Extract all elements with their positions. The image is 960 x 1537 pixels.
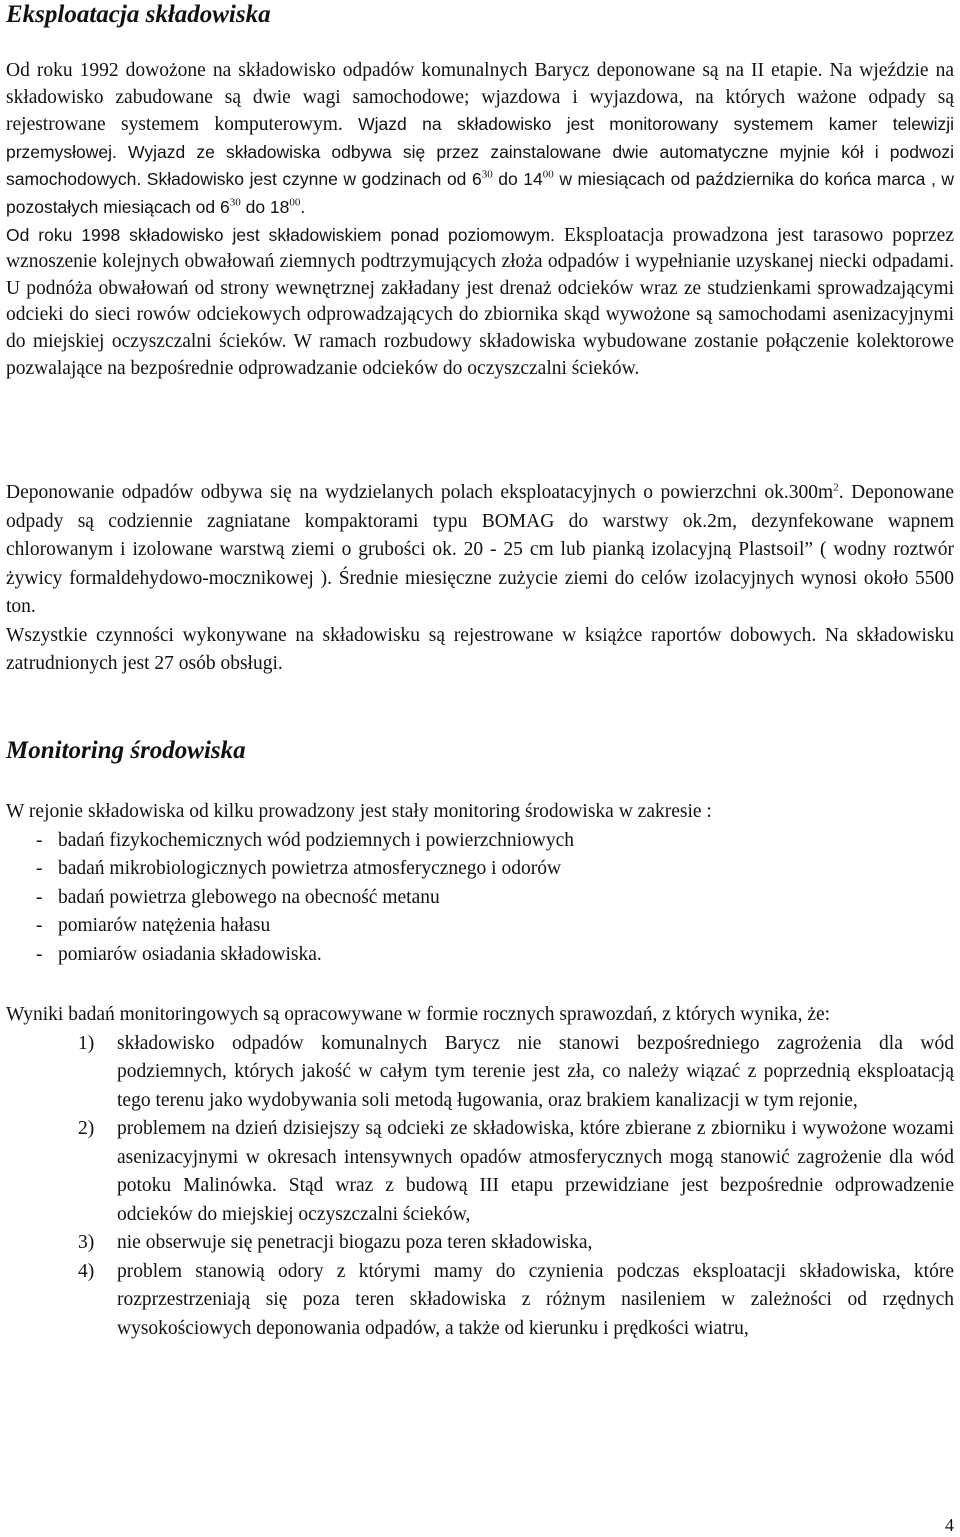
text-span: U podnóża obwałowań od strony wewnętrznej zakładany jest drenaż odcieków wraz ze studzienkami sprowadzającymi odcieki do sieci rowów odciekowych odprowadzających do zbiornika skąd wywożone są samochodami asenizacyjnymi do miejskiej oczyszczalni ścieków. W ramach rozbudowy składowiska wybudowane zostanie połączenie kolektorowe pozwalające na bezpośrednie odprowadzanie odcieków do oczyszczalni ścieków. — [6, 277, 954, 379]
item-number: 4) — [78, 1260, 95, 1282]
text-span-sans: do 14 — [492, 169, 543, 190]
list-item-text: badań powietrza glebowego na obecność metanu — [58, 886, 440, 908]
superscript: 00 — [289, 196, 301, 209]
paragraph-records: Wszystkie czynności wykonywane na składowisku są rejestrowane w książce raportów dobowych. Na składowisku zatrudnionych jest 27 osób obsługi. — [6, 624, 954, 674]
list-item-text: badań mikrobiologicznych powietrza atmosferycznego i odorów — [58, 858, 562, 879]
superscript: 30 — [229, 196, 241, 209]
list-dash: - — [36, 886, 43, 908]
list-item — [6, 912, 954, 941]
page-number: 4 — [945, 1515, 954, 1535]
paragraph-exploitation — [6, 222, 954, 383]
text-span-sans: Od roku 1998 składowisko jest składowiskiem ponad poziomowym. — [6, 224, 556, 245]
text-span-sans: w miesiącach od października do końca marca , w pozostałych miesiącach od 6 — [6, 169, 955, 217]
numbered-item-text: problem stanowią odory z którymi mamy do czynienia podczas eksploatacji składowiska, które rozprzestrzeniają się poza teren składowiska z różnym nasileniem w zależności od rzędnych wysokościowych deponowania odpadów, a także od kierunku i prędkości wiatru, — [117, 1260, 954, 1339]
text-span: . Deponowane odpady są codziennie zagniatane kompaktorami typu BOMAG do warstwy ok.2m, dezynfekowane wapnem chlorowanym i izolowane warstwą ziemi o grubości ok. 20 - 25 cm lub pianką izolacyjną Plastsoil” ( wodny roztwór żywicy formaldehydowo-mocznikowej ). Średnie miesięczne zużycie ziemi do celów izolacyjnych wynosi około 5500 ton. — [6, 482, 954, 617]
list-dash: - — [36, 915, 43, 936]
numbered-item — [6, 1229, 954, 1258]
list-item — [6, 884, 954, 913]
numbered-item-text: nie obserwuje się penetracji biogazu poza teren składowiska, — [117, 1232, 593, 1253]
list-item — [6, 827, 954, 856]
results-list — [6, 1030, 954, 1344]
list-item-text: pomiarów natężenia hałasu — [58, 915, 271, 936]
item-number: 1) — [78, 1032, 95, 1054]
list-dash: - — [36, 943, 43, 965]
list-item — [6, 855, 954, 884]
numbered-item — [6, 1030, 954, 1116]
list-item — [6, 941, 954, 970]
text-span-sans: Wjazd na składowisko jest monitorowany systemem kamer telewizji przemysłowej. Wyjazd ze składowiska odbywa się przez zainstalowane dwie automatyczne myjnie kół i podwozi samochodowych. Składowisko jest czynne w godzinach od 6 — [6, 114, 954, 190]
superscript: 00 — [542, 168, 554, 181]
results-intro: Wyniki badań monitoringowych są opracowywane w formie rocznych sprawozdań, z których wynika, że: — [6, 1004, 831, 1025]
superscript: 30 — [481, 168, 493, 181]
section-title-eksploatacja: Eksploatacja składowiska — [6, 1, 271, 28]
list-dash: - — [36, 829, 43, 851]
text-span-sans: do 18 — [240, 196, 290, 217]
text-span: Od roku 1992 dowożone na składowisko odpadów komunalnych Barycz deponowane są na II etapie. Na wjeździe na składowisko zabudowane są dwie wagi samochodowe; wjazdowa i wyjazdowa, na których ważone odpady są rejestrowane systemem komputerowym. — [6, 60, 954, 136]
monitoring-list — [6, 827, 954, 970]
monitoring-scope-block — [6, 798, 954, 969]
monitoring-intro: W rejonie składowiska od kilku prowadzony jest stały monitoring środowiska w zakresie : — [6, 801, 712, 822]
paragraph-block-1 — [6, 58, 954, 382]
list-item-text: pomiarów osiadania składowiska. — [58, 943, 322, 965]
text-span: Eksploatacja prowadzona jest tarasowo poprzez wznoszenie kolejnych obwałowań ziemnych podtrzymujących złoża odpadów i wypełnianie uzyskanej niecki odpadami. — [6, 224, 954, 273]
section-title-monitoring: Monitoring środowiska — [6, 737, 246, 764]
numbered-item-text: problemem na dzień dzisiejszy są odcieki ze składowiska, które zbierane z zbiorniku i wywożone wozami asenizacyjnymi w okresach intensywnych opadów atmosferycznych mogą stanowić zagrożenie dla wód potoku Malinówka. Stąd wraz z budową III etapu przewidziane jest bezpośrednie odprowadzenie odcieków do miejskiej oczyszczalni ścieków, — [117, 1118, 954, 1225]
item-number: 3) — [78, 1232, 95, 1253]
paragraph-deposition — [6, 479, 954, 622]
results-block — [6, 1001, 954, 1343]
text-span-sans: . — [300, 196, 306, 217]
paragraph-operations — [6, 58, 954, 222]
superscript: 2 — [833, 481, 839, 494]
numbered-item-text: składowisko odpadów komunalnych Barycz nie stanowi bezpośredniego zagrożenia dla wód podziemnych, których jakość w całym tym terenie jest zła, co należy wiązać z poprzednią eksploatacją tego terenu jako wydobywania soli metodą ługowania, oraz brakiem kanalizacji w tym rejonie, — [117, 1032, 954, 1111]
list-dash: - — [36, 858, 43, 879]
numbered-item — [6, 1115, 954, 1229]
text-span: Deponowanie odpadów odbywa się na wydzielanych polach eksploatacyjnych o powierzchni ok.300m — [6, 482, 834, 503]
paragraph-block-2 — [6, 479, 954, 679]
numbered-item — [6, 1258, 954, 1344]
list-item-text: badań fizykochemicznych wód podziemnych i powierzchniowych — [58, 829, 575, 851]
item-number: 2) — [78, 1118, 95, 1139]
